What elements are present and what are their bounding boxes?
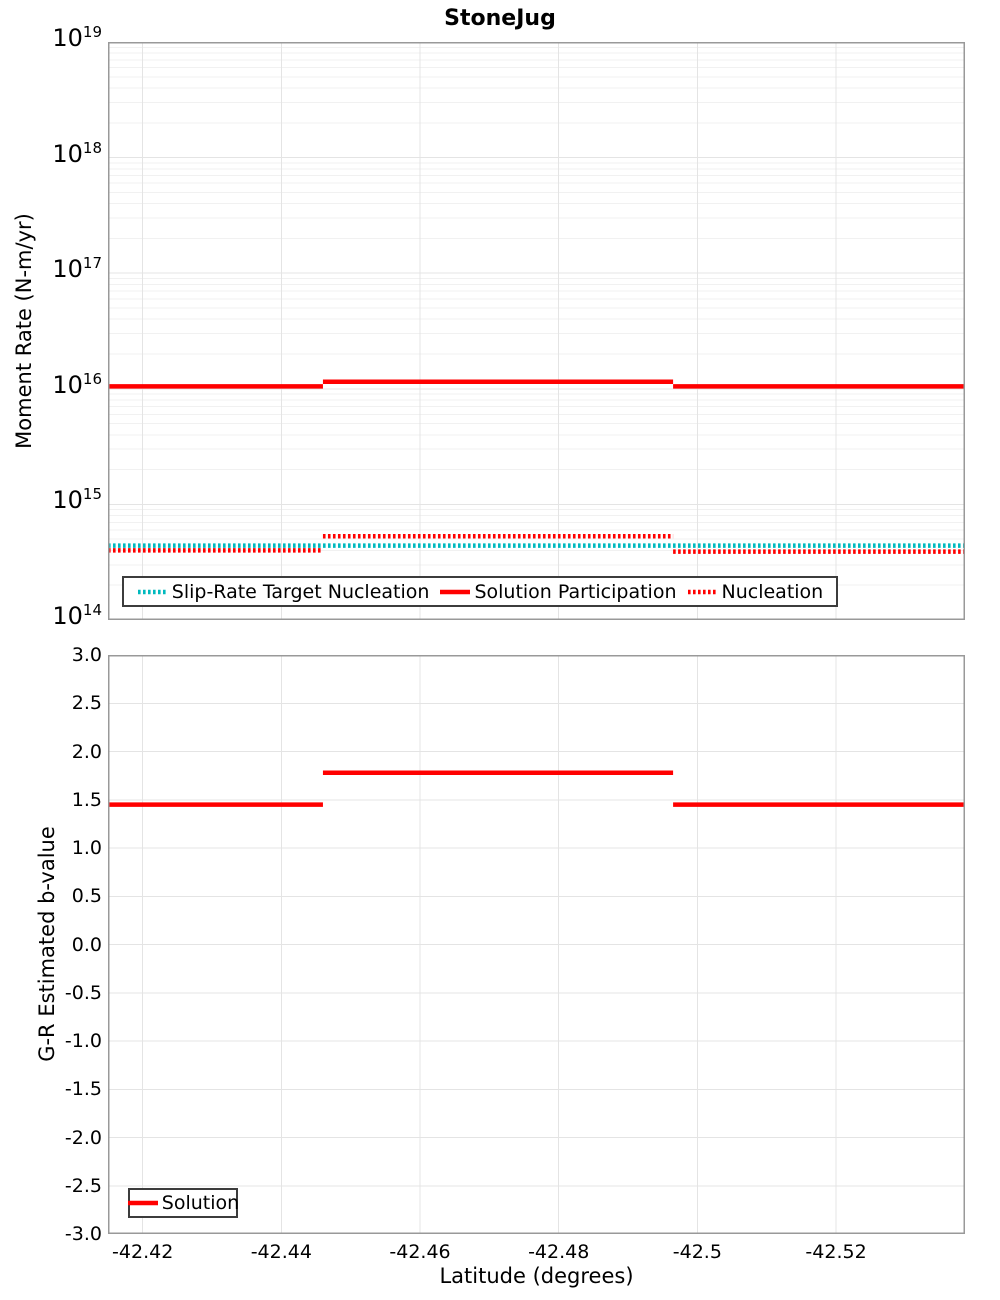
y-tick-label: 1.0 bbox=[71, 837, 102, 859]
legend-item-solution bbox=[127, 1192, 239, 1214]
legend-item-nucleation bbox=[687, 581, 824, 603]
y-tick-label: -0.5 bbox=[64, 981, 102, 1004]
y-tick-label: -2.5 bbox=[64, 1174, 102, 1197]
dotted-line-swatch-icon bbox=[687, 587, 719, 597]
legend-label: Solution bbox=[161, 1192, 240, 1214]
x-axis-title-latitude: Latitude (degrees) bbox=[439, 1264, 634, 1288]
legend-item-slip-rate-target-nucleation bbox=[137, 581, 430, 603]
x-tick-label: -42.48 bbox=[528, 1241, 590, 1263]
y-tick-label: $10^{18}$ bbox=[52, 138, 102, 168]
legend-item-solution-participation bbox=[439, 581, 676, 603]
x-tick-label: -42.44 bbox=[250, 1241, 312, 1263]
y-tick-label: -1.5 bbox=[64, 1078, 102, 1101]
solid-line-swatch-icon bbox=[127, 1198, 159, 1208]
legend-label: Solution Participation bbox=[474, 580, 677, 603]
y-tick-label: $10^{15}$ bbox=[52, 485, 102, 515]
dotted-line-swatch-icon bbox=[137, 587, 169, 597]
legend-label: Nucleation bbox=[721, 580, 824, 603]
y-tick-label: 0.0 bbox=[71, 933, 102, 956]
y-tick-label: -3.0 bbox=[64, 1223, 102, 1245]
y-tick-label: $10^{17}$ bbox=[52, 254, 102, 284]
x-tick-label: -42.42 bbox=[112, 1241, 174, 1263]
legend-label: Slip-Rate Target Nucleation bbox=[171, 580, 430, 603]
y-axis-title-b-value: G-R Estimated b-value bbox=[35, 826, 59, 1062]
y-tick-label: 3.0 bbox=[71, 644, 102, 666]
y-tick-label: $10^{14}$ bbox=[52, 601, 102, 630]
legend bbox=[128, 1188, 238, 1218]
y-tick-label: -2.0 bbox=[64, 1126, 102, 1149]
moment-rate-plot-area bbox=[108, 42, 965, 620]
x-tick-label: -42.52 bbox=[805, 1241, 867, 1263]
b-value-plot-area bbox=[108, 655, 965, 1234]
y-tick-label: 0.5 bbox=[71, 885, 102, 908]
y-tick-label: -1.0 bbox=[64, 1030, 102, 1052]
legend bbox=[122, 576, 838, 607]
x-tick-label: -42.5 bbox=[672, 1241, 722, 1263]
chart-title: StoneJug bbox=[444, 6, 556, 31]
y-tick-label: $10^{16}$ bbox=[52, 369, 102, 399]
y-axis-title-moment-rate: Moment Rate (N-m/yr) bbox=[12, 213, 36, 449]
y-tick-label: 2.0 bbox=[71, 740, 102, 763]
x-tick-label: -42.46 bbox=[389, 1241, 451, 1263]
y-tick-label: 2.5 bbox=[71, 692, 102, 715]
solid-line-swatch-icon bbox=[439, 587, 471, 597]
y-tick-label: $10^{19}$ bbox=[52, 23, 102, 52]
y-tick-label: 1.5 bbox=[71, 788, 102, 811]
